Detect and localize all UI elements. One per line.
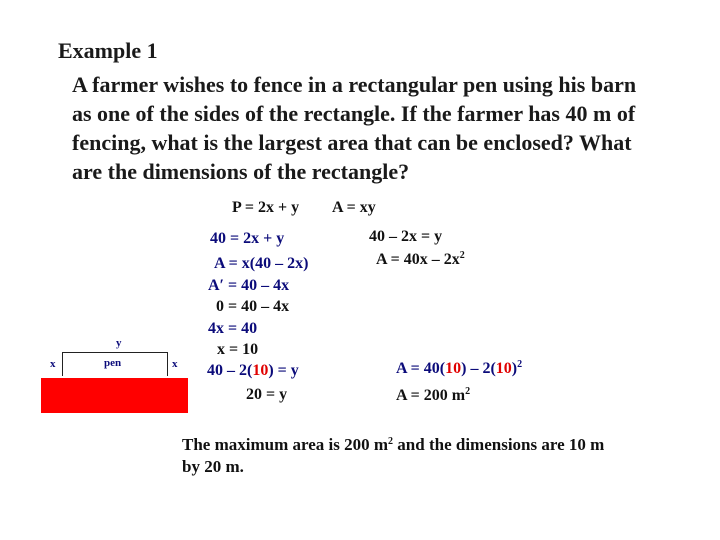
area-function-main: A = 40x – 2x — [376, 251, 460, 268]
diagram-label-x-left: x — [50, 358, 56, 370]
eval-post: ) — [511, 360, 518, 377]
eval-pre: A = 40( — [396, 360, 446, 377]
eval-exponent: 2 — [517, 359, 523, 370]
area-formula: A = xy — [332, 199, 376, 216]
conclusion-exponent: 2 — [388, 436, 394, 447]
step-derivative: A′ = 40 – 4x — [208, 277, 290, 294]
diagram-label-x-right: x — [172, 358, 178, 370]
problem-statement: A farmer wishes to fence in a rectangular pen using his barn as one of the sides of the rectangle. If the farmer has 40 m of fencing, what is the largest area that can be enclosed? What are the dimensions of the rectangle? — [72, 72, 637, 184]
eval-value-1-red: 10 — [445, 360, 462, 377]
pen-diagram — [40, 332, 190, 414]
step-area-substitution: A = x(40 – 2x) — [214, 255, 309, 272]
pen-rectangle — [62, 352, 168, 376]
barn-rectangle — [41, 378, 188, 413]
step-area-evaluation — [396, 360, 522, 378]
step-constraint: 40 = 2x + y — [210, 230, 285, 247]
area-function-exponent: 2 — [459, 250, 465, 261]
step-y-substitution — [207, 362, 299, 380]
eval-mid: ) – 2( — [461, 360, 496, 377]
area-result-main: A = 200 m — [396, 387, 466, 404]
step-y-pre: 40 – 2( — [207, 362, 253, 379]
step-x-value: x = 10 — [217, 341, 259, 358]
step-y-value-red: 10 — [252, 362, 269, 379]
eval-value-2-red: 10 — [495, 360, 512, 377]
step-area-function — [376, 251, 465, 269]
area-result-exponent: 2 — [465, 386, 471, 397]
conclusion-part-1: The maximum area is 200 m — [182, 435, 389, 454]
example-title: Example 1 — [58, 38, 158, 63]
step-y-post: ) = y — [268, 362, 299, 379]
perimeter-formula: P = 2x + y — [232, 199, 300, 216]
step-solve: 4x = 40 — [208, 320, 258, 337]
diagram-label-y: y — [116, 337, 122, 349]
step-set-zero: 0 = 40 – 4x — [216, 298, 290, 315]
step-area-result — [396, 387, 470, 405]
pen-label: pen — [104, 357, 122, 369]
conclusion-part-2: and the dimensions are 10 m by 20 m. — [182, 435, 605, 476]
step-y-expression: 40 – 2x = y — [369, 228, 443, 245]
step-y-result: 20 = y — [246, 386, 288, 403]
conclusion-text — [182, 434, 612, 478]
